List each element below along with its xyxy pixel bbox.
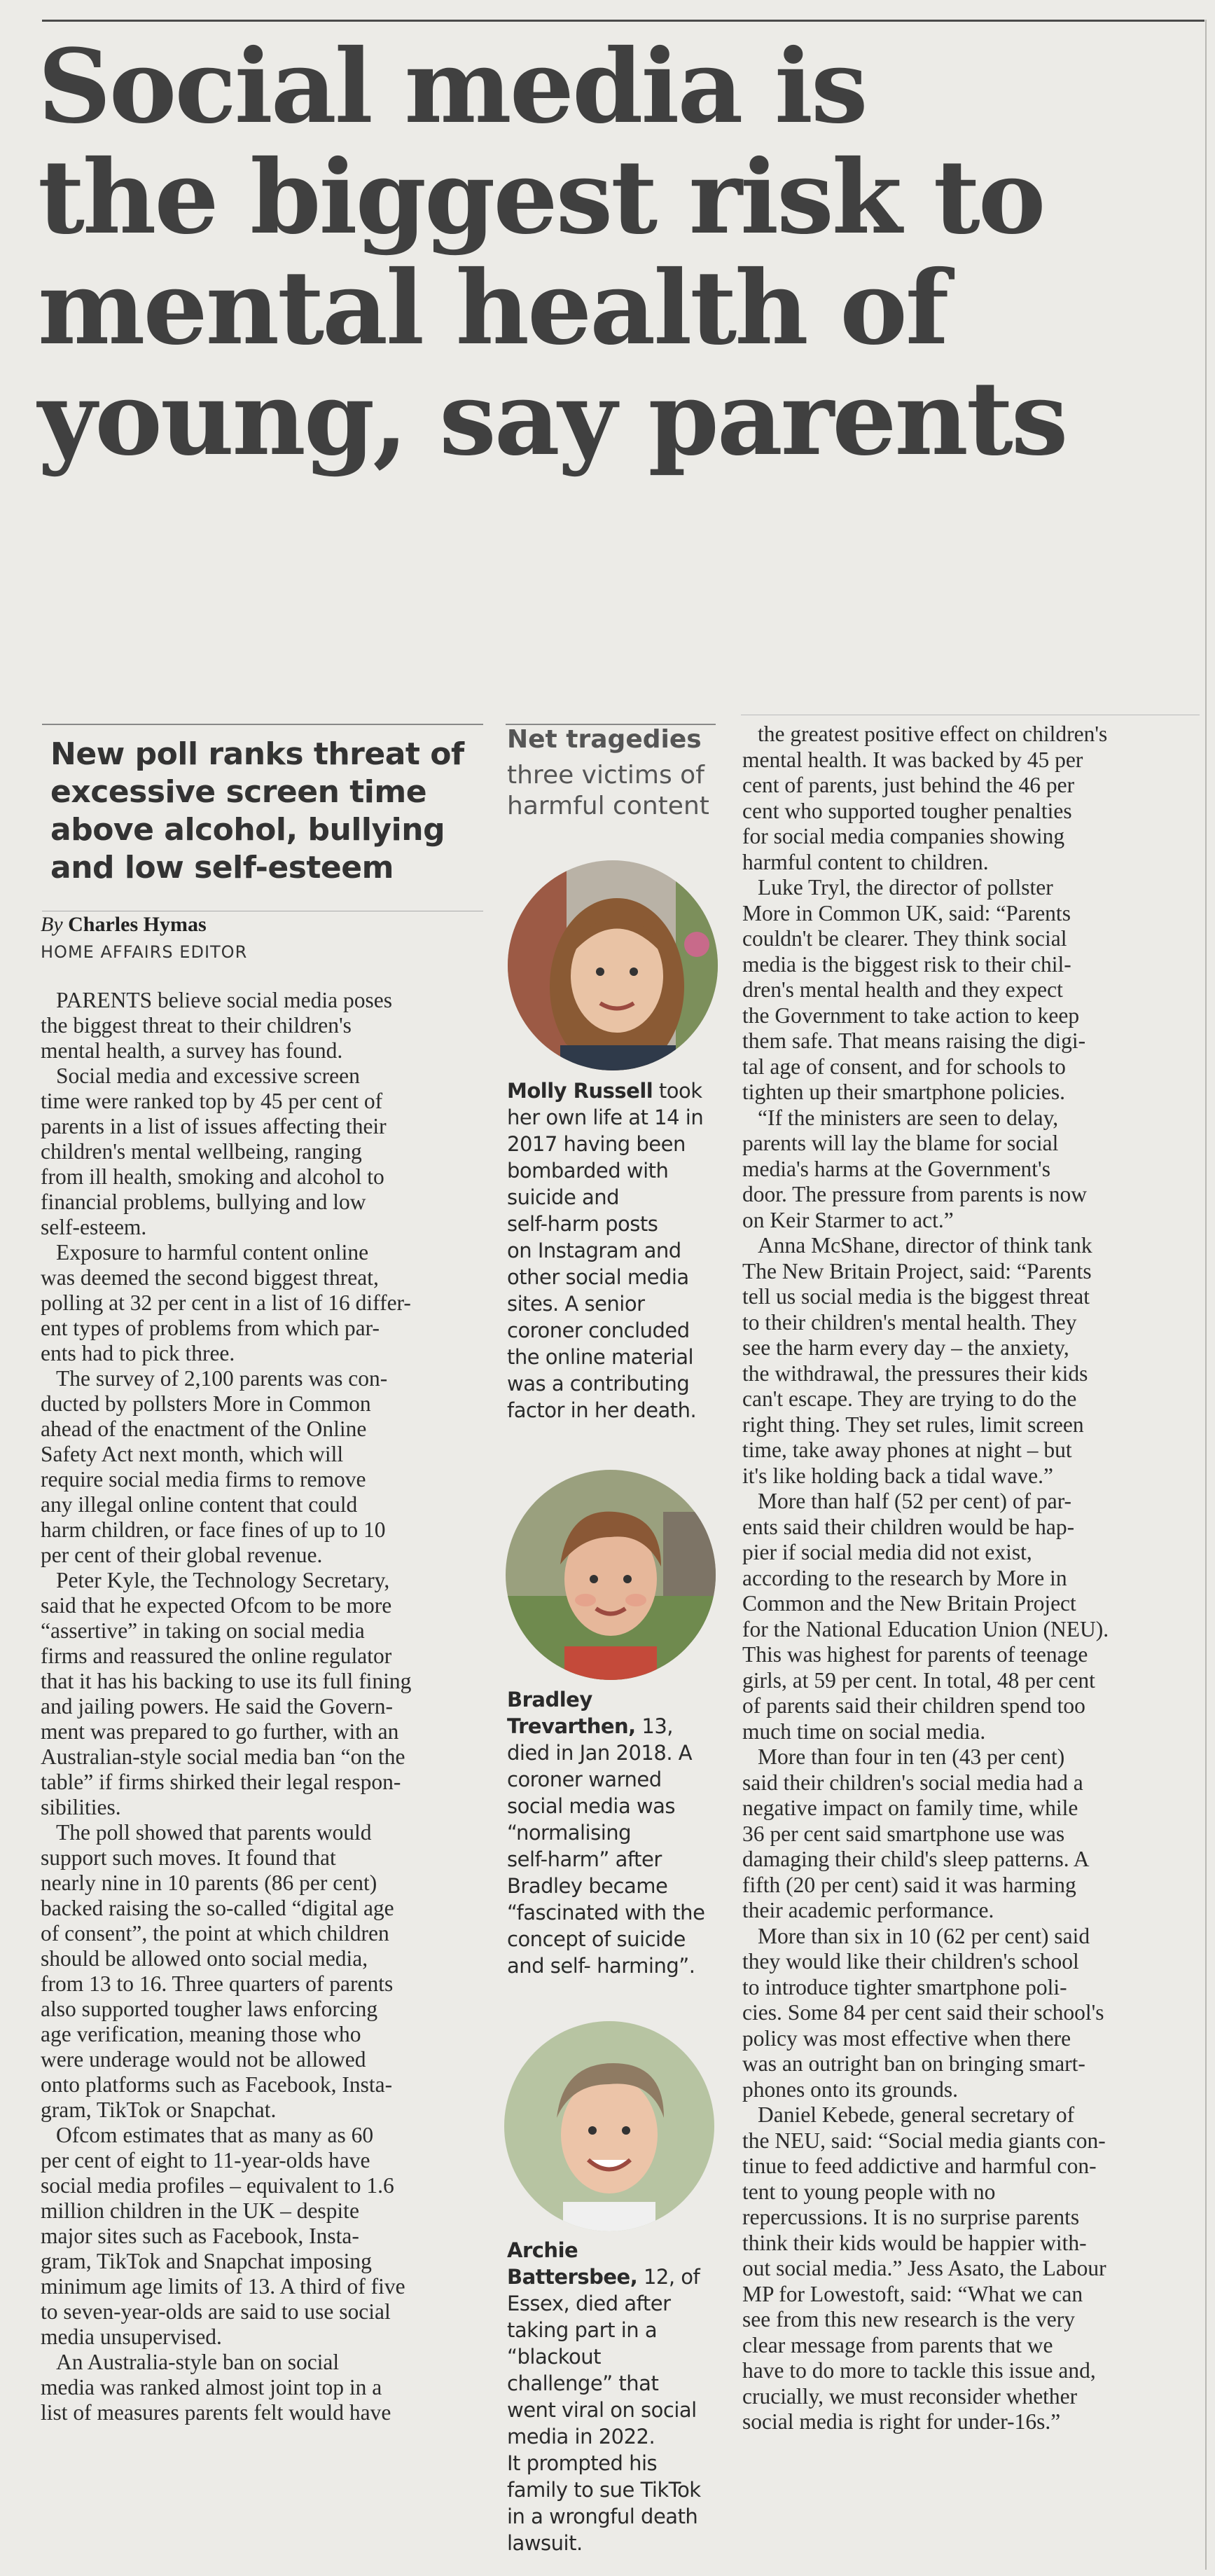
page-edge [1205, 20, 1207, 2570]
caption-line: “normalising [507, 1821, 632, 1845]
portrait-archie-image [504, 2021, 714, 2231]
article-line: and jailing powers. He said the Govern- [41, 1694, 393, 1719]
article-line: said that he expected Ofcom to be more [41, 1593, 392, 1618]
article-line: for the National Education Union (NEU). [742, 1616, 1109, 1641]
caption-line: Bradley became [507, 1874, 668, 1898]
article-line: clear message from parents that we [742, 2332, 1053, 2357]
caption-line: sites. A senior [507, 1292, 645, 1316]
article-line: pier if social media did not exist, [742, 1540, 1032, 1564]
article-line: self-esteem. [41, 1215, 147, 1239]
standfirst-line: and low self-esteem [50, 850, 394, 886]
victim-name: Trevarthen, [507, 1714, 636, 1738]
caption-line: lawsuit. [507, 2531, 583, 2555]
article-line: Ofcom estimates that as many as 60 [56, 2123, 374, 2147]
article-line: Social media and excessive screen [56, 1063, 360, 1088]
article-line: The poll showed that parents would [56, 1820, 372, 1845]
caption-line: taking part in a [507, 2318, 658, 2342]
article-paragraph [41, 2123, 480, 2350]
article-paragraph [41, 1063, 480, 1240]
article-paragraph [41, 1240, 480, 1366]
byline-name: Charles Hymas [68, 913, 207, 936]
caption-molly-russell [507, 1077, 703, 1424]
article-line: the NEU, said: “Social media giants con- [742, 2128, 1106, 2153]
article-line: More in Common UK, said: “Parents [742, 900, 1071, 925]
article-line: phones onto its grounds. [742, 2076, 959, 2102]
caption-line: factor in her death. [507, 1398, 697, 1422]
article-line: list of measures parents felt would have [41, 2400, 391, 2425]
article-line: was an outright ban on bringing smart- [742, 2051, 1085, 2076]
headline-line: mental health of [38, 249, 947, 368]
article-line: tighten up their smartphone policies. [742, 1080, 1066, 1104]
headline [38, 27, 1200, 478]
article-line: to introduce tighter smartphone poli- [742, 1974, 1067, 1999]
caption-line: suicide and [507, 1185, 620, 1209]
article-column-3 [742, 722, 1197, 2435]
article-line: media is the biggest risk to their chil- [742, 951, 1071, 977]
article-line: the Government to take action to keep [742, 1003, 1080, 1028]
caption-line: challenge” that [507, 2371, 659, 2395]
article-line: from 13 to 16. Three quarters of parents [41, 1971, 394, 1996]
article-line: per cent of their global revenue. [41, 1543, 323, 1567]
caption-text: 13, [635, 1714, 674, 1738]
article-line: “assertive” in taking on social media [41, 1618, 365, 1643]
caption-line: self-harm” after [507, 1847, 662, 1871]
article-line: to seven-year-olds are said to use social [41, 2299, 391, 2324]
article-line: table” if firms shirked their legal respon- [41, 1770, 401, 1794]
article-line: on Keir Starmer to act.” [742, 1207, 954, 1232]
article-paragraph [742, 1233, 1197, 1489]
article-line: them safe. That means raising the digi- [742, 1028, 1086, 1053]
caption-line: media in 2022. [507, 2425, 655, 2448]
article-line: firms and reassured the online regulator [41, 1644, 392, 1668]
caption-line: social media was [507, 1794, 676, 1818]
article-line: Daniel Kebede, general secretary of [758, 2102, 1075, 2127]
article-line: damaging their child's sleep patterns. A [742, 1847, 1090, 1871]
caption-line: and self- harming”. [507, 1954, 695, 1978]
article-line: cent who supported tougher penalties [742, 798, 1072, 823]
article-line: to their children's mental health. They [742, 1309, 1077, 1335]
article-line: ents said their children would be hap- [742, 1514, 1075, 1539]
sidebar-subtitle-line: harmful content [507, 792, 709, 820]
portrait-bradley-trevarthen [506, 1470, 716, 1680]
article-line: repercussions. It is no surprise parents [742, 2205, 1080, 2229]
article-line: mental health, a survey has found. [41, 1038, 343, 1063]
caption-line: It prompted his [507, 2451, 658, 2475]
portrait-molly-russell [508, 860, 718, 1070]
article-line: gram, TikTok or Snapchat. [41, 2098, 277, 2122]
article-line: nearly nine in 10 parents (86 per cent) [41, 1871, 377, 1895]
article-line: require social media firms to remove [41, 1467, 366, 1492]
caption-line [507, 2264, 701, 2290]
column-rule [42, 724, 483, 725]
article-line: ent types of problems from which par- [41, 1316, 380, 1340]
caption-line: her own life at 14 in [507, 1106, 704, 1129]
top-rule [42, 20, 1204, 22]
caption-line: died in Jan 2018. A [507, 1741, 693, 1765]
caption-line: family to sue TikTok [507, 2478, 701, 2502]
byline-prefix: By [41, 913, 63, 936]
article-line: An Australia-style ban on social [56, 2350, 340, 2374]
article-line: policy was most effective when there [742, 2025, 1071, 2051]
article-line: dren's mental health and they expect [742, 977, 1063, 1002]
article-paragraph [742, 1744, 1197, 1924]
caption-line: “blackout [507, 2345, 601, 2369]
standfirst [50, 736, 471, 887]
sidebar-title: Net tragedies [507, 725, 702, 754]
article-line: their academic performance. [742, 1898, 994, 1922]
article-paragraph [742, 875, 1197, 1106]
article-line: Anna McShane, director of think tank [758, 1233, 1092, 1258]
article-line: said their children's social media had a [742, 1770, 1083, 1795]
article-paragraph [742, 1106, 1197, 1234]
article-paragraph [742, 722, 1197, 875]
article-line: see the harm every day – the anxiety, [742, 1335, 1069, 1360]
article-line: More than six in 10 (62 per cent) said [758, 1923, 1090, 1948]
caption-line [507, 2237, 701, 2264]
article-line: sibilities. [41, 1795, 121, 1819]
victim-name: Battersbee, [507, 2265, 638, 2289]
article-line: Common and the New Britain Project [742, 1591, 1076, 1616]
article-line: ents had to pick three. [41, 1341, 235, 1365]
article-line: tent to young people with no [742, 2179, 996, 2204]
article-line: out social media.” Jess Asato, the Labour [742, 2256, 1106, 2280]
article-paragraph [41, 1568, 480, 1820]
article-line: were underage would not be allowed [41, 2047, 366, 2072]
article-line: the withdrawal, the pressures their kids [742, 1361, 1088, 1386]
article-line: parents will lay the blame for social [742, 1131, 1059, 1155]
article-line: onto platforms such as Facebook, Insta- [41, 2072, 393, 2097]
article-line: million children in the UK – despite [41, 2198, 359, 2223]
victim-name: Bradley [507, 1688, 592, 1711]
article-line: More than four in ten (43 per cent) [758, 1744, 1065, 1769]
caption-line: coroner warned [507, 1768, 662, 1791]
portrait-archie-battersbee [504, 2021, 714, 2231]
article-line: that it has his backing to use its full fining [41, 1669, 412, 1693]
article-line: major sites such as Facebook, Insta- [41, 2224, 359, 2248]
article-line: polling at 32 per cent in a list of 16 differ- [41, 1290, 411, 1315]
article-paragraph [41, 1820, 480, 2123]
caption-line: the online material [507, 1345, 694, 1369]
article-line: per cent of eight to 11-year-olds have [41, 2148, 370, 2172]
caption-line: other social media [507, 1265, 689, 1289]
victim-name: Molly Russell [507, 1079, 653, 1103]
article-line: tinue to feed addictive and harmful con- [742, 2154, 1097, 2178]
article-line: crucially, we must reconsider whether [742, 2383, 1078, 2409]
caption-line: went viral on social [507, 2398, 697, 2422]
article-line: media's harms at the Government's [742, 1156, 1050, 1181]
article-paragraph [41, 2350, 480, 2425]
caption-line [507, 1077, 703, 1104]
standfirst-line: excessive screen time [50, 774, 427, 810]
article-line: of consent”, the point at which children [41, 1921, 389, 1945]
caption-line [507, 1713, 704, 1740]
headline-line: young, say parents [38, 359, 1067, 478]
article-line: 36 per cent said smartphone use was [742, 1821, 1065, 1846]
portrait-molly-image [508, 860, 718, 1070]
article-line: This was highest for parents of teenage [742, 1642, 1088, 1667]
article-line: Exposure to harmful content online [56, 1240, 369, 1265]
article-line: see from this new research is the very [742, 2307, 1075, 2332]
article-paragraph [41, 1366, 480, 1568]
article-line: PARENTS believe social media poses [56, 988, 393, 1012]
article-line: The New Britain Project, said: “Parents [742, 1258, 1092, 1283]
article-line: much time on social media. [742, 1719, 986, 1744]
article-line: think their kids would be happier with- [742, 2230, 1087, 2255]
article-line: minimum age limits of 13. A third of five [41, 2274, 405, 2299]
article-line: time were ranked top by 45 per cent of [41, 1089, 383, 1113]
caption-line: was a contributing [507, 1372, 690, 1396]
article-paragraph [41, 988, 480, 1063]
article-line: tal age of consent, and for schools to [742, 1054, 1066, 1079]
article-line: media unsupervised. [41, 2324, 222, 2349]
article-line: financial problems, bullying and low [41, 1190, 366, 1214]
article-line: according to the research by More in [742, 1565, 1067, 1590]
sidebar-subtitle [507, 760, 717, 822]
article-line: MP for Lowestoft, said: “What we can [742, 2281, 1083, 2306]
article-line: age verification, meaning those who [41, 2022, 361, 2046]
article-line: backed raising the so-called “digital age [41, 1896, 394, 1920]
article-line: ahead of the enactment of the Online [41, 1417, 367, 1441]
caption-line: in a wrongful death [507, 2505, 698, 2528]
headline-line: the biggest risk to [38, 138, 1044, 257]
article-line: girls, at 59 per cent. In total, 48 per cent [742, 1667, 1095, 1693]
victim-name: Archie [507, 2238, 578, 2262]
article-line: it's like holding back a tidal wave.” [742, 1463, 1053, 1488]
article-line: of parents said their children spend too [742, 1693, 1085, 1718]
byline [41, 913, 207, 937]
article-line: the biggest threat to their children's [41, 1013, 352, 1038]
article-line: mental health. It was backed by 45 per [742, 747, 1083, 772]
article-line: was deemed the second biggest threat, [41, 1265, 379, 1290]
article-line: harmful content to children. [742, 849, 989, 874]
caption-line: “fascinated with the [507, 1901, 705, 1924]
article-line: they would like their children's school [742, 1949, 1079, 1974]
caption-line [507, 1686, 704, 1713]
article-line: tell us social media is the biggest threat [742, 1284, 1090, 1309]
caption-line: concept of suicide [507, 1927, 686, 1951]
article-line: Australian-style social media ban “on the [41, 1744, 405, 1769]
article-line: The survey of 2,100 parents was con- [56, 1366, 388, 1391]
article-paragraph [742, 2102, 1197, 2435]
article-line: harm children, or face fines of up to 10 [41, 1517, 386, 1542]
article-line: Safety Act next month, which will [41, 1442, 344, 1466]
article-line: the greatest positive effect on children's [758, 722, 1108, 746]
article-line: ment was prepared to go further, with an [41, 1719, 399, 1744]
article-line: parents in a list of issues affecting their [41, 1114, 387, 1138]
article-line: have to do more to tackle this issue and, [742, 2358, 1096, 2383]
standfirst-line: above alcohol, bullying [50, 812, 445, 848]
caption-line: self-harm posts [507, 1212, 658, 1236]
article-line: More than half (52 per cent) of par- [758, 1489, 1072, 1513]
sidebar-subtitle-line: three victims of [507, 761, 704, 790]
article-line: right thing. They set rules, limit screen [742, 1412, 1084, 1437]
article-line: door. The pressure from parents is now [742, 1182, 1087, 1206]
article-line: social media is right for under-16s.” [742, 2409, 1061, 2434]
article-line: time, take away phones at night – but [742, 1438, 1072, 1462]
caption-line: Essex, died after [507, 2292, 671, 2315]
article-line: Peter Kyle, the Technology Secretary, [56, 1568, 390, 1592]
portrait-bradley-image [506, 1470, 716, 1680]
article-line: Luke Tryl, the director of pollster [758, 875, 1053, 900]
article-line: also supported tougher laws enforcing [41, 1997, 378, 2021]
caption-line: on Instagram and [507, 1239, 681, 1262]
article-line: gram, TikTok and Snapchat imposing [41, 2249, 372, 2273]
article-line: children's mental wellbeing, ranging [41, 1139, 362, 1164]
caption-text: 12, of [637, 2265, 700, 2289]
article-column-1 [41, 988, 480, 2425]
caption-line: 2017 having been [507, 1132, 686, 1156]
article-line: social media profiles – equivalent to 1.6 [41, 2173, 394, 2198]
standfirst-line: New poll ranks threat of [50, 736, 464, 772]
article-paragraph [742, 1924, 1197, 2103]
byline-role: HOME AFFAIRS EDITOR [41, 942, 248, 962]
article-line: cies. Some 84 per cent said their school's [742, 2000, 1104, 2025]
article-line: any illegal online content that could [41, 1492, 358, 1517]
article-line: “If the ministers are seen to delay, [758, 1105, 1059, 1130]
article-paragraph [742, 1489, 1197, 1744]
article-line: media was ranked almost joint top in a [41, 2375, 382, 2399]
caption-line: bombarded with [507, 1159, 669, 1183]
article-line: can't escape. They are trying to do the [742, 1386, 1077, 1411]
caption-bradley-trevarthen [507, 1686, 704, 1979]
headline-line: Social media is [38, 27, 866, 146]
article-line: from ill health, smoking and alcohol to [41, 1164, 384, 1189]
article-line: for social media companies showing [742, 824, 1065, 848]
article-line: cent of parents, just behind the 46 per [742, 773, 1075, 797]
article-line: support such moves. It found that [41, 1845, 336, 1870]
caption-archie-battersbee [507, 2237, 701, 2556]
article-line: negative impact on family time, while [742, 1796, 1078, 1820]
article-line: couldn't be clearer. They think social [742, 926, 1067, 951]
article-line: ducted by pollsters More in Common [41, 1391, 371, 1416]
caption-line: coroner concluded [507, 1318, 690, 1342]
article-line: fifth (20 per cent) said it was harming [742, 1872, 1076, 1897]
caption-text: took [653, 1079, 702, 1103]
article-line: should be allowed onto social media, [41, 1946, 368, 1971]
